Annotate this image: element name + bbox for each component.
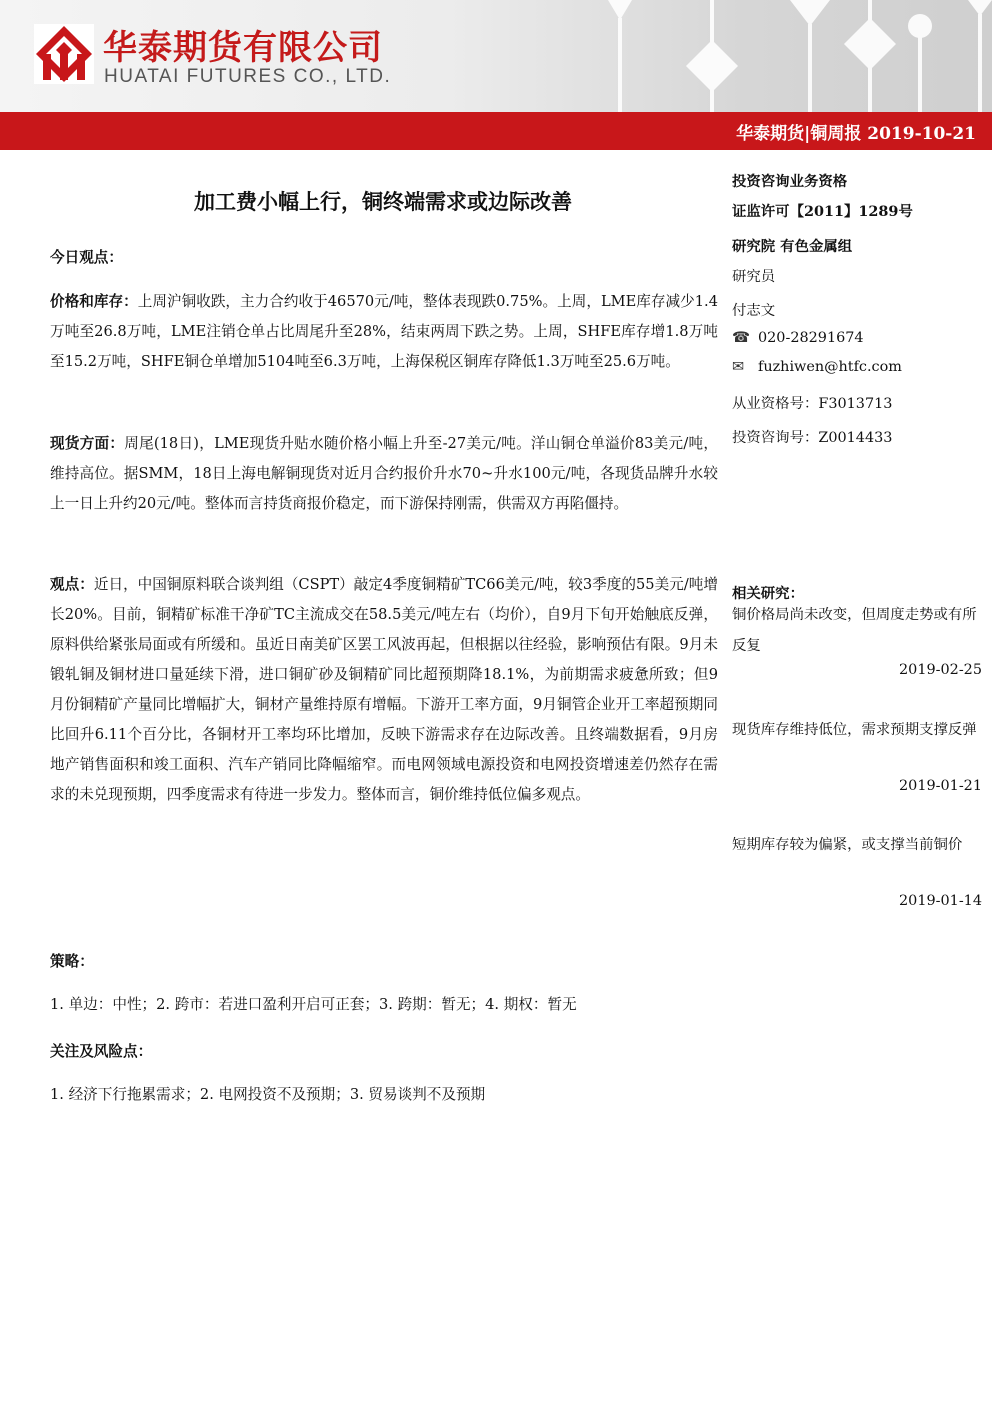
today-view-heading: 今日观点： <box>50 249 123 266</box>
view-paragraph <box>50 570 718 810</box>
report-tag: 华泰期货|铜周报 2019-10-21 <box>736 124 976 144</box>
sidebar-email-row <box>732 359 902 375</box>
sidebar-phone-row <box>732 330 864 346</box>
related-item-date: 2019-02-25 <box>899 662 982 678</box>
related-item[interactable] <box>732 600 982 678</box>
related-research-heading: 相关研究： <box>732 585 804 602</box>
phone-icon: ☎ <box>732 330 750 346</box>
sidebar-consult-no: 投资咨询号：Z0014433 <box>732 430 893 446</box>
sidebar-email[interactable]: fuzhiwen@htfc.com <box>758 359 902 375</box>
risk-text: 1. 经济下行拖累需求；2. 电网投资不及预期；3. 贸易谈判不及预期 <box>50 1086 486 1103</box>
section-label: 现货方面： <box>50 435 125 452</box>
envelope-icon: ✉ <box>732 359 745 375</box>
related-item-title[interactable]: 短期库存较为偏紧，或支撑当前铜价 <box>732 837 963 853</box>
section-text: 周尾(18日)，LME现货升贴水随价格小幅上升至-27美元/吨。洋山铜仓单溢价83美元/吨，维持高位。据SMM，18日上海电解铜现货对近月合约报价升水70~升水100元/吨，各现货品牌升水较上一日上升约20元/吨。整体而言持货商报价稳定，而下游保持刚需，供需双方再陷僵持。 <box>50 435 718 512</box>
related-item-title[interactable]: 铜价格局尚未改变，但周度走势或有所反复 <box>732 607 977 654</box>
section-label: 观点： <box>50 576 94 593</box>
sidebar-phone: 020-28291674 <box>758 330 864 346</box>
strategy-heading: 策略： <box>50 953 94 970</box>
company-name-cn: 华泰期货有限公司 <box>103 28 383 68</box>
related-item[interactable] <box>732 715 982 794</box>
related-item-date: 2019-01-14 <box>899 893 982 909</box>
related-item-title[interactable]: 现货库存维持低位，需求预期支撑反弹 <box>732 722 977 738</box>
company-name-en: HUATAI FUTURES CO., LTD. <box>104 66 392 87</box>
huatai-logo-icon <box>34 24 94 84</box>
section-label: 价格和库存： <box>50 293 138 310</box>
sidebar-dept: 研究院 有色金属组 <box>732 238 853 255</box>
report-title: 加工费小幅上行，铜终端需求或边际改善 <box>194 189 572 214</box>
page-header <box>0 0 992 112</box>
sidebar-license: 证监许可【2011】1289号 <box>732 203 913 220</box>
sidebar-analyst-name: 付志文 <box>732 303 776 319</box>
sidebar-qualification: 投资咨询业务资格 <box>732 173 848 190</box>
related-item[interactable] <box>732 830 982 909</box>
sidebar-cert-no: 从业资格号：F3013713 <box>732 396 893 412</box>
sidebar-role: 研究员 <box>732 269 776 285</box>
related-item-date: 2019-01-21 <box>899 778 982 794</box>
section-text: 上周沪铜收跌，主力合约收于46570元/吨，整体表现跌0.75%。上周，LME库存减少1.4万吨至26.8万吨，LME注销仓单占比周尾升至28%，结束两周下跌之势。上周，SHFE库存增1.8万吨至15.2万吨，SHFE铜仓单增加5104吨至6.3万吨，上海保税区铜库存降低1.3万吨至25.6万吨。 <box>50 293 718 370</box>
risk-heading: 关注及风险点： <box>50 1043 153 1060</box>
price-inventory-paragraph <box>50 287 718 377</box>
section-text: 近日，中国铜原料联合谈判组（CSPT）敲定4季度铜精矿TC66美元/吨，较3季度的55美元/吨增长20%。目前，铜精矿标准干净矿TC主流成交在58.5美元/吨左右（均价），自9月下旬开始触底反弹，原料供给紧张局面或有所缓和。虽近日南美矿区罢工风波再起，但根据以往经验，影响预估有限。9月未锻轧铜及铜材进口量延续下滑，进口铜矿砂及铜精矿同比超预期降18.1%，为前期需求疲惫所致；但9月份铜精矿产量同比增幅扩大，铜材产量维持原有增幅。下游开工率方面，9月铜管企业开工率超预期同比回升6.11个百分比，各铜材开工率均环比增加，反映下游需求存在边际改善。且终端数据看，9月房地产销售面积和竣工面积、汽车产销同比降幅缩窄。而电网领域电源投资和电网投资增速差仍然存在需求的未兑现预期，四季度需求有待进一步发力。整体而言，铜价维持低位偏多观点。 <box>50 576 718 803</box>
header-decoration <box>590 0 992 112</box>
strategy-text: 1. 单边：中性；2. 跨市：若进口盈利开启可正套；3. 跨期：暂无；4. 期权：暂无 <box>50 996 577 1013</box>
spot-paragraph <box>50 429 718 519</box>
